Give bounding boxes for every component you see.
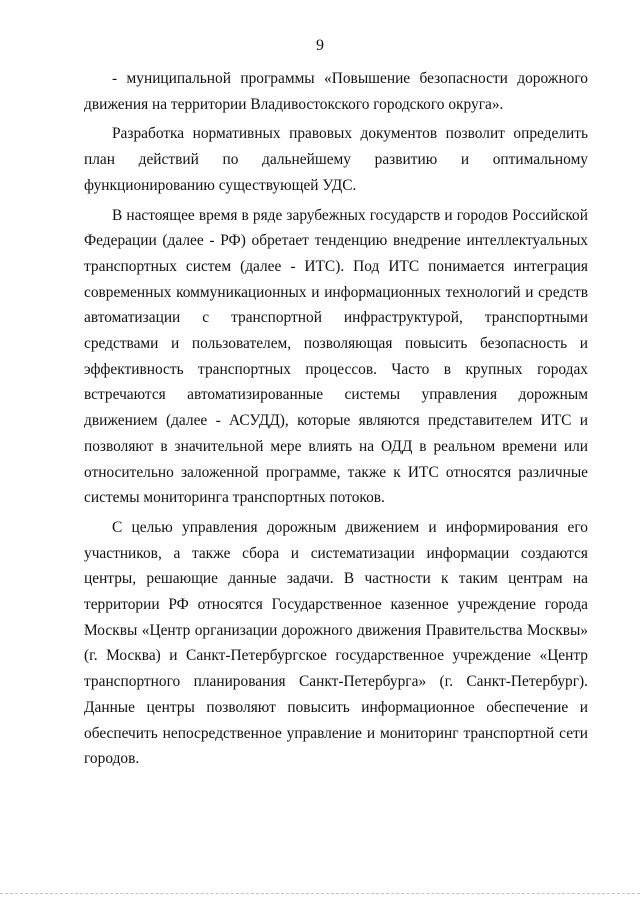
paragraph-its-description: В настоящее время в ряде зарубежных государств и городов Российской Федерации (далее - РФ) обретает тенденцию внедрение интеллектуальных транспортных систем (далее - ИТС). Под ИТС понимается интеграция современных коммуникационных и информационных технологий и средств автоматизации с транспортной инфраструктурой, транспортными средствами и пользователем, позволяющая повысить безопасность и эффективность транспортных процессов. Часто в крупных городах встречаются автоматизированные системы управления дорожным движением (далее - АСУДД), которые являются представителем ИТС и позволяют в значительной мере влиять на ОДД в реальном времени или относительно заложенной программе, также к ИТС относятся различные системы мониторинга транспортных потоков. <box>84 206 588 507</box>
paragraph-municipal-program: - муниципальной программы «Повышение безопасности дорожного движения на территории Владивостокского городского округа». <box>84 70 588 113</box>
document-body <box>84 66 588 772</box>
footer-rule <box>0 893 640 894</box>
page-number: 9 <box>316 37 324 54</box>
paragraph-traffic-centers: С целью управления дорожным движением и информирования его участников, а также сбора и систематизации информации создаются центры, решающие данные задачи. В частности к таким центрам на территории РФ относятся Государственное казенное учреждение города Москвы «Центр организации дорожного движения Правительства Москвы» (г. Москва) и Санкт-Петербургское государственное учреждение «Центр транспортного планирования Санкт-Петербурга» (г. Санкт-Петербург). Данные центры позволяют повысить информационное обеспечение и обеспечить непосредственное управление и мониторинг транспортной сети городов. <box>84 518 588 768</box>
paragraph-normative-documents: Разработка нормативных правовых документов позволит определить план действий по дальнейшему развитию и оптимальному функционированию существующей УДС. <box>84 125 588 194</box>
